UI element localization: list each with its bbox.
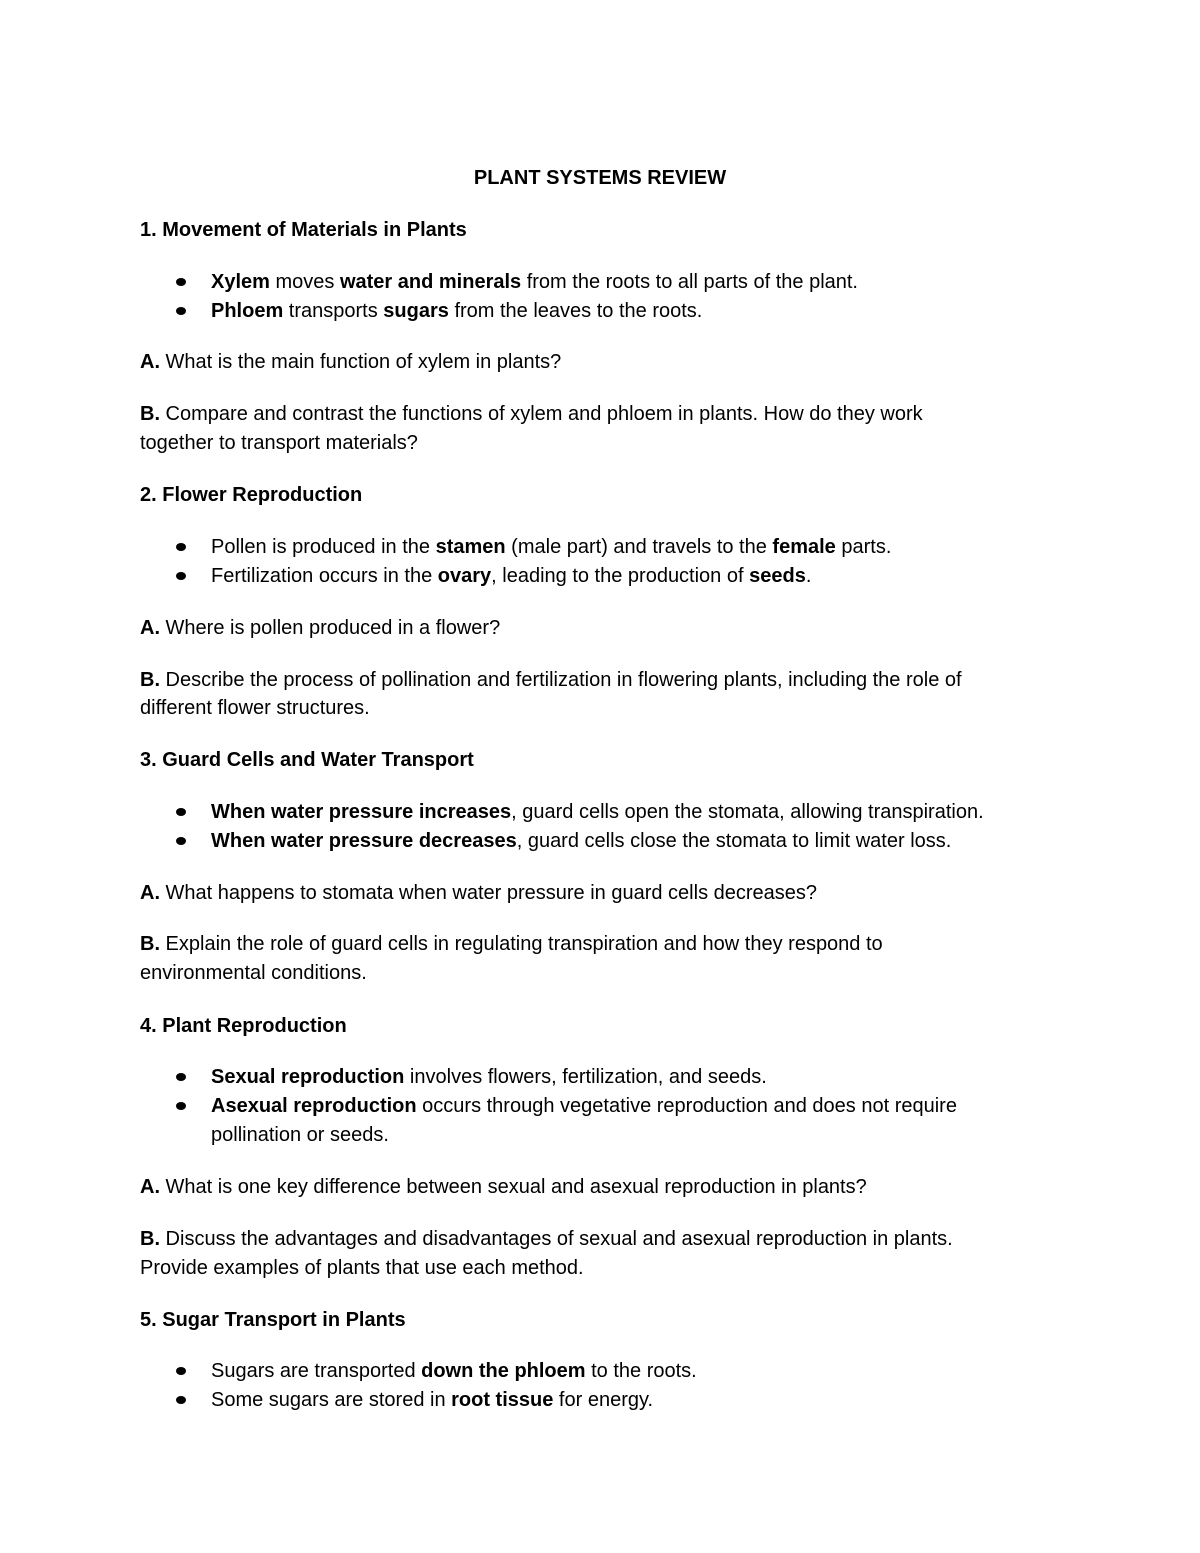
question-text: What is the main function of xylem in plants? bbox=[160, 351, 562, 373]
question-text: Where is pollen produced in a flower? bbox=[160, 617, 501, 639]
bullet-text: Fertilization occurs in the bbox=[211, 565, 438, 587]
question-text: What is one key difference between sexual and asexual reproduction in plants? bbox=[160, 1176, 867, 1198]
bullet-item bbox=[211, 533, 1051, 562]
bullet-icon bbox=[176, 543, 186, 551]
bullet-item bbox=[211, 798, 1051, 827]
bullet-icon bbox=[176, 307, 186, 315]
question-text: Describe the process of pollination and fertilization in flowering plants, including the role of bbox=[160, 669, 962, 691]
bullet-item bbox=[211, 297, 1051, 326]
question-b bbox=[140, 930, 1040, 959]
bullet-text: transports bbox=[283, 300, 384, 322]
question-text: What happens to stomata when water pressure in guard cells decreases? bbox=[160, 882, 818, 904]
bullet-icon bbox=[176, 808, 186, 816]
question-label: B. bbox=[140, 933, 160, 955]
bold-term: stamen bbox=[435, 536, 506, 558]
question-label: B. bbox=[140, 669, 160, 691]
bullet-icon bbox=[176, 1396, 186, 1404]
bold-term: Sexual reproduction bbox=[211, 1066, 405, 1088]
bullet-item bbox=[211, 562, 1051, 591]
bullet-text: moves bbox=[269, 271, 340, 293]
bullet-text: , guard cells open the stomata, allowing transpiration. bbox=[511, 801, 984, 823]
bold-term: sugars bbox=[383, 300, 449, 322]
question-label: A. bbox=[140, 1176, 160, 1198]
bullet-icon bbox=[176, 572, 186, 580]
bullet-text: to the roots. bbox=[585, 1360, 697, 1382]
question-text: Discuss the advantages and disadvantages of sexual and asexual reproduction in plants. bbox=[160, 1228, 953, 1250]
bullet-text: for energy. bbox=[553, 1389, 654, 1411]
bullet-item bbox=[211, 1357, 1051, 1386]
question-a bbox=[140, 1173, 1040, 1202]
bullet-item bbox=[211, 268, 1051, 297]
bold-term: root tissue bbox=[451, 1389, 554, 1411]
question-b bbox=[140, 1225, 1040, 1254]
bullet-text: Sugars are transported bbox=[211, 1360, 422, 1382]
bullet-icon bbox=[176, 278, 186, 286]
section-heading: 3. Guard Cells and Water Transport bbox=[140, 749, 474, 771]
bullet-continuation: pollination or seeds. bbox=[211, 1124, 389, 1146]
bold-term: female bbox=[772, 536, 836, 558]
document-title: PLANT SYSTEMS REVIEW bbox=[473, 167, 727, 189]
bullet-item bbox=[211, 1386, 1051, 1415]
question-text: Explain the role of guard cells in regulating transpiration and how they respond to bbox=[160, 933, 883, 955]
bullet-text: Pollen is produced in the bbox=[211, 536, 436, 558]
bullet-text: (male part) and travels to the bbox=[505, 536, 773, 558]
question-b bbox=[140, 400, 1040, 429]
bold-term: When water pressure decreases bbox=[211, 830, 517, 852]
bullet-icon bbox=[176, 1367, 186, 1375]
bold-term: Asexual reproduction bbox=[211, 1095, 417, 1117]
question-label: A. bbox=[140, 882, 160, 904]
question-a bbox=[140, 614, 1040, 643]
section-heading: 4. Plant Reproduction bbox=[140, 1015, 347, 1037]
bullet-icon bbox=[176, 1102, 186, 1110]
section-heading: 5. Sugar Transport in Plants bbox=[140, 1309, 406, 1331]
question-b-continued: different flower structures. bbox=[140, 697, 370, 719]
bullet-text: from the roots to all parts of the plant. bbox=[521, 271, 858, 293]
bullet-text: Some sugars are stored in bbox=[211, 1389, 452, 1411]
question-b-continued: Provide examples of plants that use each method. bbox=[140, 1257, 584, 1279]
question-b-continued: together to transport materials? bbox=[140, 432, 418, 454]
bold-term: ovary bbox=[437, 565, 492, 587]
bold-term: seeds bbox=[749, 565, 806, 587]
bullet-text: involves flowers, fertilization, and seeds. bbox=[404, 1066, 767, 1088]
bullet-text: from the leaves to the roots. bbox=[448, 300, 703, 322]
question-label: B. bbox=[140, 403, 160, 425]
bold-term: When water pressure increases bbox=[211, 801, 512, 823]
section-heading: 1. Movement of Materials in Plants bbox=[140, 219, 467, 241]
question-text: Compare and contrast the functions of xylem and phloem in plants. How do they work bbox=[160, 403, 923, 425]
question-label: A. bbox=[140, 351, 160, 373]
bullet-text: , guard cells close the stomata to limit water loss. bbox=[516, 830, 952, 852]
bullet-item bbox=[211, 1092, 1051, 1121]
section-heading: 2. Flower Reproduction bbox=[140, 484, 363, 506]
bold-term: down the phloem bbox=[421, 1360, 586, 1382]
bullet-icon bbox=[176, 837, 186, 845]
bullet-text: . bbox=[805, 565, 812, 587]
bullet-icon bbox=[176, 1073, 186, 1081]
bold-term: water and minerals bbox=[339, 271, 522, 293]
bold-term: Xylem bbox=[211, 271, 270, 293]
bullet-text: occurs through vegetative reproduction and does not require bbox=[416, 1095, 957, 1117]
question-b-continued: environmental conditions. bbox=[140, 962, 367, 984]
question-b bbox=[140, 666, 1040, 695]
question-a bbox=[140, 879, 1040, 908]
question-a bbox=[140, 348, 1040, 377]
question-label: A. bbox=[140, 617, 160, 639]
bullet-item bbox=[211, 1063, 1051, 1092]
bold-term: Phloem bbox=[211, 300, 284, 322]
bullet-text: parts. bbox=[835, 536, 892, 558]
bullet-item bbox=[211, 827, 1051, 856]
question-label: B. bbox=[140, 1228, 160, 1250]
bullet-text: , leading to the production of bbox=[491, 565, 750, 587]
